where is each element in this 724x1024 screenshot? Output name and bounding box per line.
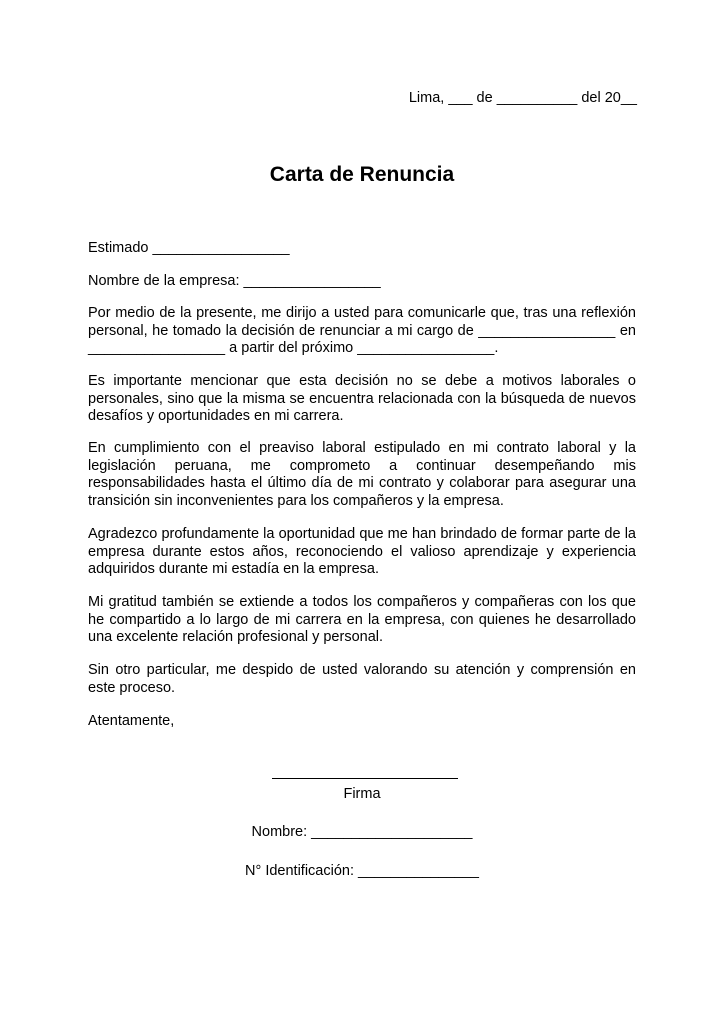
salutation: Estimado _________________: [88, 240, 290, 256]
page-title: Carta de Renuncia: [269, 163, 455, 186]
signature-label: Firma: [343, 786, 381, 802]
paragraph-farewell: Sin otro particular, me despido de usted valorando su atención y comprensión en este proceso.: [88, 662, 636, 696]
paragraph-gratitude: Agradezco profundamente la oportunidad que me han brindado de formar parte de la empresa durante estos años, reconociendo el valioso aprendizaje y experiencia adquiridos durante mi estadía en la empresa.: [88, 526, 636, 577]
company-name-line: Nombre de la empresa: _________________: [88, 273, 381, 289]
paragraph-notice: En cumplimiento con el preaviso laboral estipulado en mi contrato laboral y la legislación peruana, me comprometo a continuar desempeñando mis responsabilidades hasta el último día de mi contrato y colaborar para asegurar una transición sin inconvenientes para los compañeros y la empresa.: [88, 440, 636, 509]
signer-name-line: Nombre: ____________________: [251, 824, 473, 840]
paragraph-colleagues: Mi gratitud también se extiende a todos los compañeros y compañeras con los que he compartido a lo largo de mi carrera en la empresa, con quienes he desarrollado una excelente relación profesional y personal.: [88, 594, 636, 645]
signature-line: [272, 778, 458, 779]
date-line: Lima, ___ de __________ del 20__: [408, 90, 637, 106]
paragraph-resignation: Por medio de la presente, me dirijo a usted para comunicarle que, tras una reflexión personal, he tomado la decisión de renunciar a mi cargo de _________________ en _________________ a partir del próximo _________________.: [88, 305, 636, 356]
closing: Atentamente,: [88, 713, 175, 729]
signer-id-line: N° Identificación: _______________: [245, 863, 479, 879]
paragraph-reason: Es importante mencionar que esta decisión no se debe a motivos laborales o personales, sino que la misma se encuentra relacionada con la búsqueda de nuevos desafíos y oportunidades en mi carrera.: [88, 373, 636, 424]
